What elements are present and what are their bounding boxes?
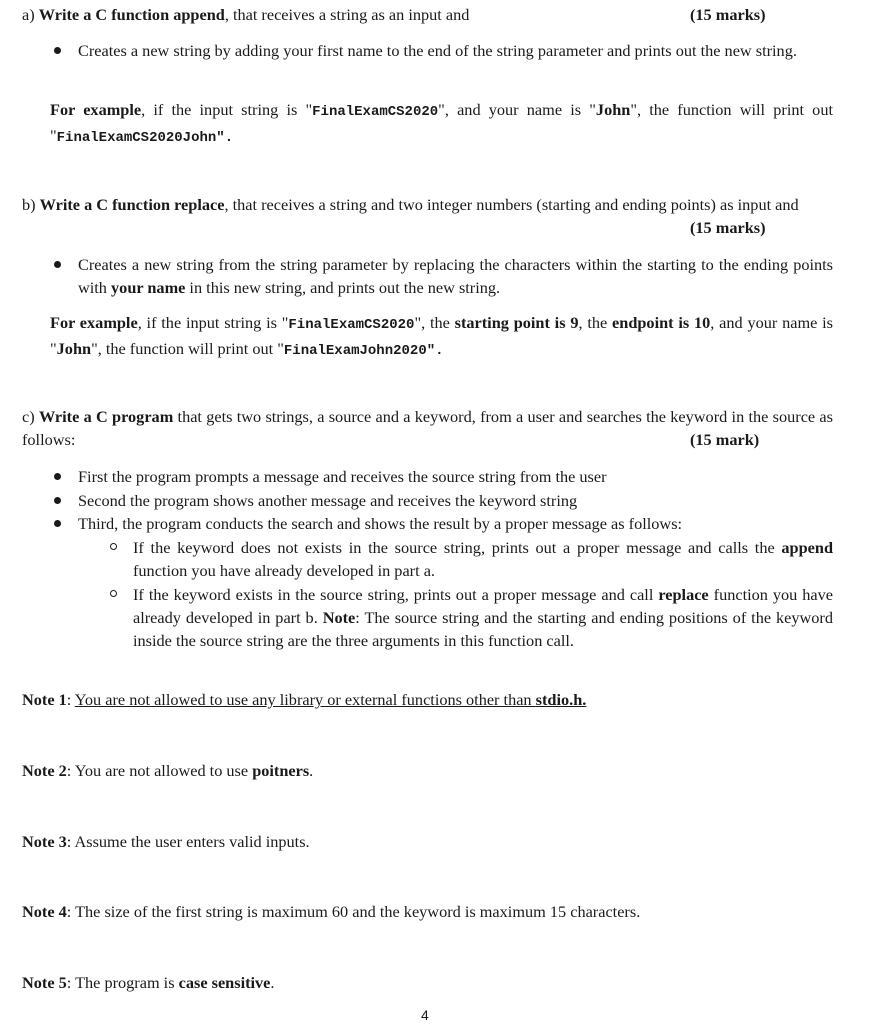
example-name: John [595, 100, 631, 119]
part-a-function-name: append [173, 5, 225, 24]
part-a-bullet: Creates a new string by adding your first name to the end of the string parameter and prints out the new string. [78, 41, 797, 60]
example-text: ", the [414, 313, 455, 332]
page-number: 4 [421, 1007, 429, 1023]
note-3: Note 3: Assume the user enters valid inputs. [22, 832, 310, 851]
sub-bullet-text: function you have already developed in part a. [133, 561, 435, 580]
sub-bullet-icon [110, 543, 117, 550]
example-text: , if the input string is " [137, 313, 289, 332]
note-label: Note 3 [22, 832, 67, 851]
note-label: Note 1 [22, 690, 67, 709]
part-c-bullet-2: Second the program shows another message and receives the keyword string [78, 491, 578, 510]
part-c-marks: (15 mark) [690, 430, 760, 449]
sub-bullet-text: If the keyword does not exists in the source string, prints out a proper message and calls the [133, 538, 782, 557]
example-text: , if the input string is " [141, 100, 313, 119]
sub-bullet-text: : The source string and the starting and ending positions of the keyword inside the source string are the three arguments in this function call. [133, 608, 833, 650]
example-text: ", and your name is " [438, 100, 596, 119]
part-c-intro-rest: that gets two strings, a source and a keyword, from a user and searches the keyword in the source as follows: [22, 407, 833, 449]
example-text: , and your name is " [50, 313, 833, 358]
part-c-bullet-3: Third, the program conducts the search and shows the result by a proper message as follows: [78, 514, 683, 533]
note-text: You are not allowed to use any library or external functions other than [74, 690, 536, 709]
example-label: For example [50, 100, 142, 119]
part-c-intro-bold: Write a C program [38, 407, 174, 426]
sub-bullet-text: If the keyword exists in the source string, prints out a proper message and call [133, 585, 659, 604]
bullet-bold: your name [111, 278, 186, 297]
example-text: ". [426, 343, 444, 359]
example-output-code: FinalExamCS2020John [56, 130, 217, 146]
note-1-text [75, 690, 587, 709]
part-b-heading [22, 193, 833, 216]
note-5: Note 5: The program is case sensitive. [22, 973, 275, 992]
example-label: For example [50, 313, 138, 332]
part-b-example [50, 311, 833, 363]
part-b-marks: (15 marks) [690, 218, 766, 237]
note-text: You are not allowed to use [74, 761, 253, 780]
note-text: . [270, 973, 275, 992]
note-1: Note 1: You are not allowed to use any library or external functions other than stdio.h. [22, 690, 587, 709]
note-text: Assume the user enters valid inputs. [74, 832, 310, 851]
note-label: Note 5 [22, 973, 67, 992]
sub-bullet-text: function you have already developed in part b. [133, 585, 833, 627]
example-input-code: FinalExamCS2020 [288, 317, 415, 333]
part-b-label: b) [22, 195, 36, 214]
part-c-sub-bullet-2 [133, 583, 833, 652]
example-text: ", the function will print out " [50, 100, 833, 145]
example-starting-point: starting point is 9 [454, 313, 579, 332]
note-bold: stdio.h. [535, 690, 587, 709]
part-a-example [50, 98, 833, 150]
note-bold: poitners [252, 761, 310, 780]
sub-bullet-bold: replace [658, 585, 709, 604]
bullet-icon [54, 497, 61, 504]
sub-bullet-note-label: Note [322, 608, 356, 627]
part-c-sub-bullet-1 [133, 536, 833, 582]
example-output-code: FinalExamJohn2020 [283, 343, 427, 359]
note-text: . [309, 761, 314, 780]
note-label: Note 2 [22, 761, 67, 780]
part-a-intro-rest: , that receives a string as an input and [224, 5, 470, 24]
note-label: Note 4 [22, 902, 67, 921]
sub-bullet-icon [110, 590, 117, 597]
note-2: Note 2: You are not allowed to use poitners. [22, 761, 314, 780]
bullet-text: Creates a new string from the string parameter by replacing the characters within the starting to the ending points with [78, 255, 833, 297]
part-b-intro-rest: , that receives a string and two integer numbers (starting and ending points) as input and [224, 195, 799, 214]
part-a-intro-bold: Write a C function [38, 5, 170, 24]
example-text: ". [216, 130, 234, 146]
bullet-icon [54, 47, 61, 54]
example-input-code: FinalExamCS2020 [312, 104, 439, 120]
note-4: Note 4: The size of the first string is maximum 60 and the keyword is maximum 15 characters. [22, 902, 641, 921]
example-text: ", the function will print out " [91, 339, 284, 358]
note-text: The size of the first string is maximum 60 and the keyword is maximum 15 characters. [75, 902, 641, 921]
bullet-icon [54, 473, 61, 480]
part-b-function-name: replace [174, 195, 225, 214]
part-b-intro-bold: Write a C function [39, 195, 171, 214]
bullet-text: in this new string, and prints out the new string. [185, 278, 501, 297]
bullet-icon [54, 261, 61, 268]
example-endpoint: endpoint is 10 [612, 313, 711, 332]
example-text: , the [578, 313, 613, 332]
note-bold: case sensitive [178, 973, 271, 992]
part-b-bullet [78, 253, 833, 299]
note-text: The program is [75, 973, 179, 992]
example-name: John [56, 339, 92, 358]
part-c-label: c) [22, 407, 35, 426]
sub-bullet-bold: append [781, 538, 833, 557]
part-a-label: a) [22, 5, 35, 24]
bullet-icon [54, 520, 61, 527]
part-a-marks: (15 marks) [690, 5, 766, 24]
part-c-bullet-1: First the program prompts a message and receives the source string from the user [78, 467, 607, 486]
